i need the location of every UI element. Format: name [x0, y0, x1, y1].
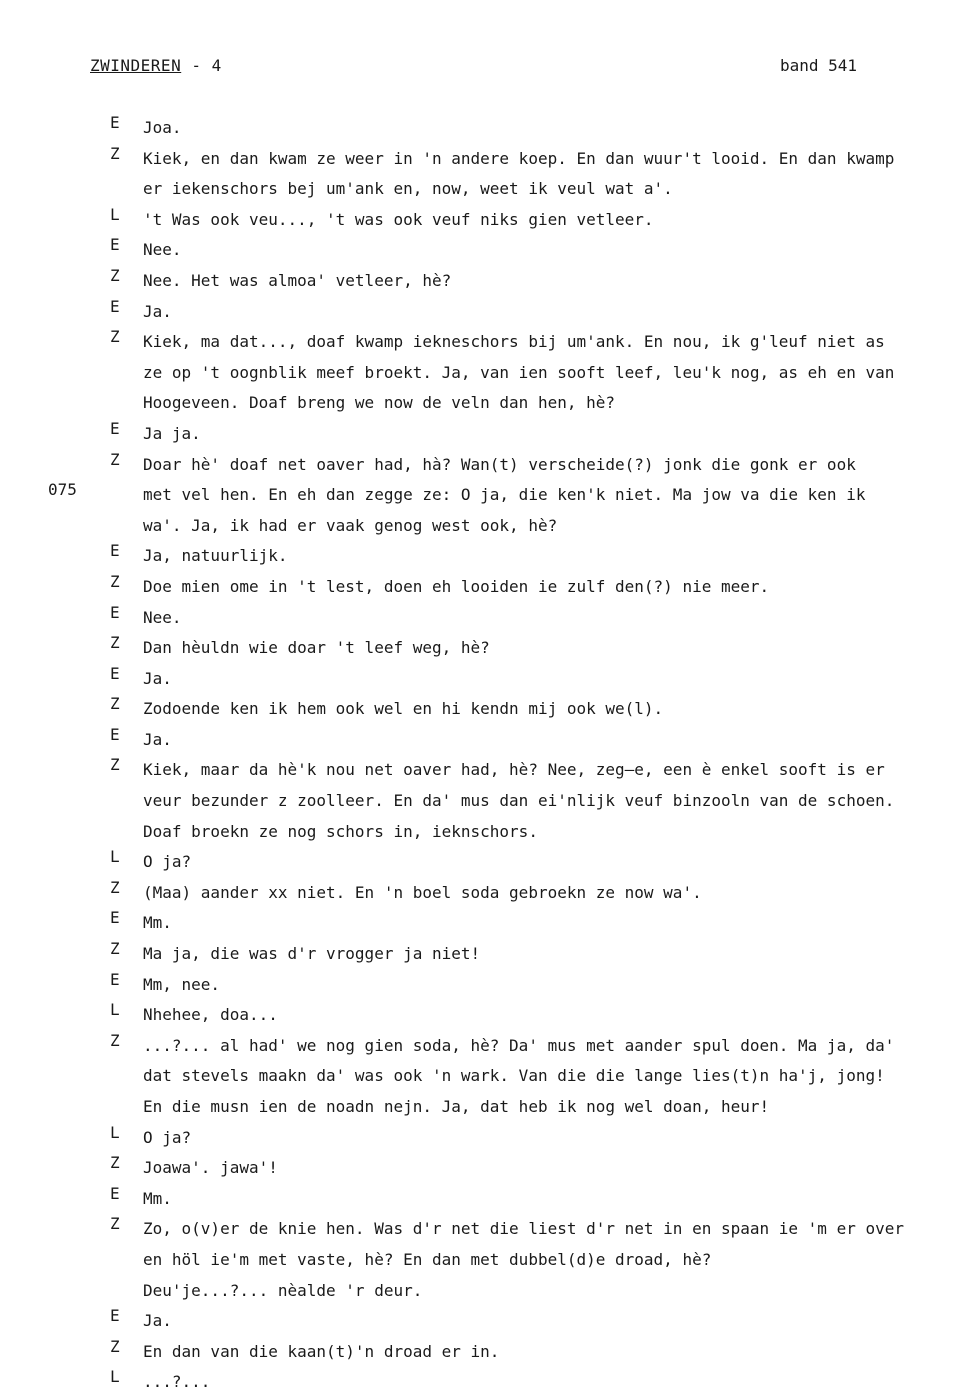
transcript-turn — [0, 725, 973, 756]
utterance-line: Mm, nee. — [143, 974, 221, 994]
transcript-turn — [0, 878, 973, 909]
utterance-line: Kiek, ma dat..., doaf kwamp iekneschors bij um'ank. En nou, ik g'leuf niet as — [143, 332, 885, 352]
transcript-body — [0, 113, 973, 1398]
utterance-line: Doaf broekn ze nog schors in, ieknschors. — [143, 821, 538, 841]
speaker-label: Z — [110, 143, 120, 163]
utterance-line: Kiek, maar da hè'k nou net oaver had, hè? Nee, zeg—e, een è enkel sooft is er — [143, 760, 885, 780]
transcript-turn — [0, 235, 973, 266]
utterance-line: Nee. — [143, 607, 182, 627]
utterance-line: Zodoende ken ik hem ook wel en hi kendn mij ook we(l). — [143, 699, 664, 719]
utterance-line: Zo, o(v)er de knie hen. Was d'r net die liest d'r net in en spaan ie 'm er over — [143, 1219, 904, 1239]
speaker-label: L — [110, 847, 120, 867]
utterance-line: Ja. — [143, 1311, 172, 1331]
transcript-turn — [0, 297, 973, 328]
utterance-line: Joawa'. jawa'! — [143, 1158, 278, 1178]
utterance-line: Doe mien ome in 't lest, doen eh looiden ie zulf den(?) nie meer. — [143, 576, 770, 596]
speaker-label: E — [110, 541, 120, 561]
speaker-label: E — [110, 235, 120, 255]
transcript-turn — [0, 908, 973, 939]
speaker-label: E — [110, 908, 120, 928]
utterance-line: Ma ja, die was d'r vrogger ja niet! — [143, 944, 481, 964]
utterance-line: dat stevels maakn da' was ook 'n wark. Van die die lange lies(t)n ha'j, jong! — [143, 1066, 885, 1086]
speaker-label: Z — [110, 449, 120, 469]
utterance-line: Doar hè' doaf net oaver had, hà? Wan(t) verscheide(?) jonk die gonk er ook — [143, 454, 856, 474]
transcript-turn — [0, 541, 973, 572]
transcript-turn — [0, 1337, 973, 1368]
utterance-line: O ja? — [143, 852, 192, 872]
utterance-line: 't Was ook veu..., 't was ook veuf niks gien vetleer. — [143, 209, 654, 229]
utterance-line: Ja. — [143, 301, 172, 321]
header-location — [90, 56, 222, 75]
utterance-line: Ja, natuurlijk. — [143, 546, 288, 566]
transcript-turn — [0, 419, 973, 450]
speaker-label: Z — [110, 694, 120, 714]
speaker-label: L — [110, 1367, 120, 1387]
speaker-label: E — [110, 418, 120, 438]
transcript-turn — [0, 1153, 973, 1184]
utterance-line: Nhehee, doa... — [143, 1005, 278, 1025]
utterance-line: En die musn ien de noadn nejn. Ja, dat heb ik nog wel doan, heur! — [143, 1097, 770, 1116]
speaker-label: Z — [110, 327, 120, 347]
utterance-line: ze op 't oognblik meef broekt. Ja, van ien sooft leef, leu'k nog, as eh en van — [143, 362, 895, 382]
utterance-line: Mm. — [143, 913, 172, 933]
utterance-line: O ja? — [143, 1127, 192, 1147]
speaker-label: E — [110, 113, 120, 132]
transcript-turn — [0, 603, 973, 634]
speaker-label: Z — [110, 755, 120, 775]
utterance-line: Ja ja. — [143, 423, 201, 443]
transcript-turn — [0, 266, 973, 297]
utterance-line: wa'. Ja, ik had er vaak genog west ook, hè? — [143, 515, 558, 535]
speaker-label: E — [110, 969, 120, 989]
transcript-turn — [0, 970, 973, 1001]
transcript-turn — [0, 847, 973, 878]
transcript-turn — [0, 755, 973, 847]
speaker-label: L — [110, 204, 120, 224]
utterance-line: Joa. — [143, 118, 182, 137]
speaker-label: Z — [110, 1336, 120, 1356]
transcript-turn — [0, 450, 973, 542]
speaker-label: Z — [110, 877, 120, 897]
utterance-line: Kiek, en dan kwam ze weer in 'n andere koep. En dan wuur't looid. En dan kwamp — [143, 148, 895, 168]
speaker-label: Z — [110, 1030, 120, 1050]
speaker-label: E — [110, 602, 120, 622]
utterance-line: Ja. — [143, 668, 172, 688]
transcript-turn — [0, 205, 973, 236]
header-title: ZWINDEREN — [90, 56, 182, 75]
utterance-line: ...?... al had' we nog gien soda, hè? Da' mus met aander spul doen. Ma ja, da' — [143, 1035, 895, 1055]
utterance-line: er iekenschors bej um'ank en, now, weet ik veul wat a'. — [143, 179, 673, 199]
utterance-line: Ja. — [143, 729, 172, 749]
utterance-line: Deu'je...?... nèalde 'r deur. — [143, 1280, 423, 1300]
speaker-label: Z — [110, 1153, 120, 1173]
utterance-line: Dan hèuldn wie doar 't leef weg, hè? — [143, 638, 490, 658]
speaker-label: Z — [110, 1214, 120, 1234]
utterance-line: (Maa) aander xx niet. En 'n boel soda gebroekn ze now wa'. — [143, 882, 702, 902]
speaker-label: E — [110, 663, 120, 683]
transcript-turn — [0, 1000, 973, 1031]
speaker-label: E — [110, 296, 120, 316]
speaker-label: L — [110, 1122, 120, 1142]
header-tape-number: band 541 — [780, 56, 858, 75]
transcript-turn — [0, 1184, 973, 1215]
transcript-turn — [0, 144, 973, 205]
utterance-line: En dan van die kaan(t)'n droad er in. — [143, 1341, 500, 1361]
speaker-label: Z — [110, 939, 120, 959]
utterance-line: Mm. — [143, 1188, 172, 1208]
transcript-turn — [0, 1031, 973, 1123]
utterance-line: veur bezunder z zoolleer. En da' mus dan ei'nlijk veuf binzooln van de schoen. — [143, 791, 895, 811]
speaker-label: L — [110, 1000, 120, 1020]
speaker-label: E — [110, 724, 120, 744]
transcript-turn — [0, 1123, 973, 1154]
transcript-turn — [0, 1367, 973, 1398]
utterance-line: Nee. Het was almoa' vetleer, hè? — [143, 270, 452, 290]
transcript-turn — [0, 633, 973, 664]
transcript-turn — [0, 939, 973, 970]
header-suffix: - 4 — [181, 56, 222, 75]
transcript-turn — [0, 572, 973, 603]
transcript-turn — [0, 1214, 973, 1306]
utterance-line: met vel hen. En eh dan zegge ze: O ja, die ken'k niet. Ma jow va die ken ik — [143, 485, 866, 505]
transcript-turn — [0, 327, 973, 419]
speaker-label: Z — [110, 265, 120, 285]
transcript-turn — [0, 113, 973, 144]
speaker-label: Z — [110, 633, 120, 653]
utterance-line: en höl ie'm met vaste, hè? En dan met dubbel(d)e droad, hè? — [143, 1249, 712, 1269]
utterance-line: Nee. — [143, 240, 182, 260]
margin-counter: 075 — [48, 480, 77, 500]
speaker-label: Z — [110, 571, 120, 591]
speaker-label: E — [110, 1183, 120, 1203]
speaker-label: E — [110, 1306, 120, 1326]
transcript-turn — [0, 694, 973, 725]
utterance-line: Hoogeveen. Doaf breng we now de veln dan hen, hè? — [143, 393, 616, 413]
utterance-line: ...?... — [143, 1372, 211, 1392]
transcript-turn — [0, 664, 973, 695]
transcript-turn — [0, 1306, 973, 1337]
